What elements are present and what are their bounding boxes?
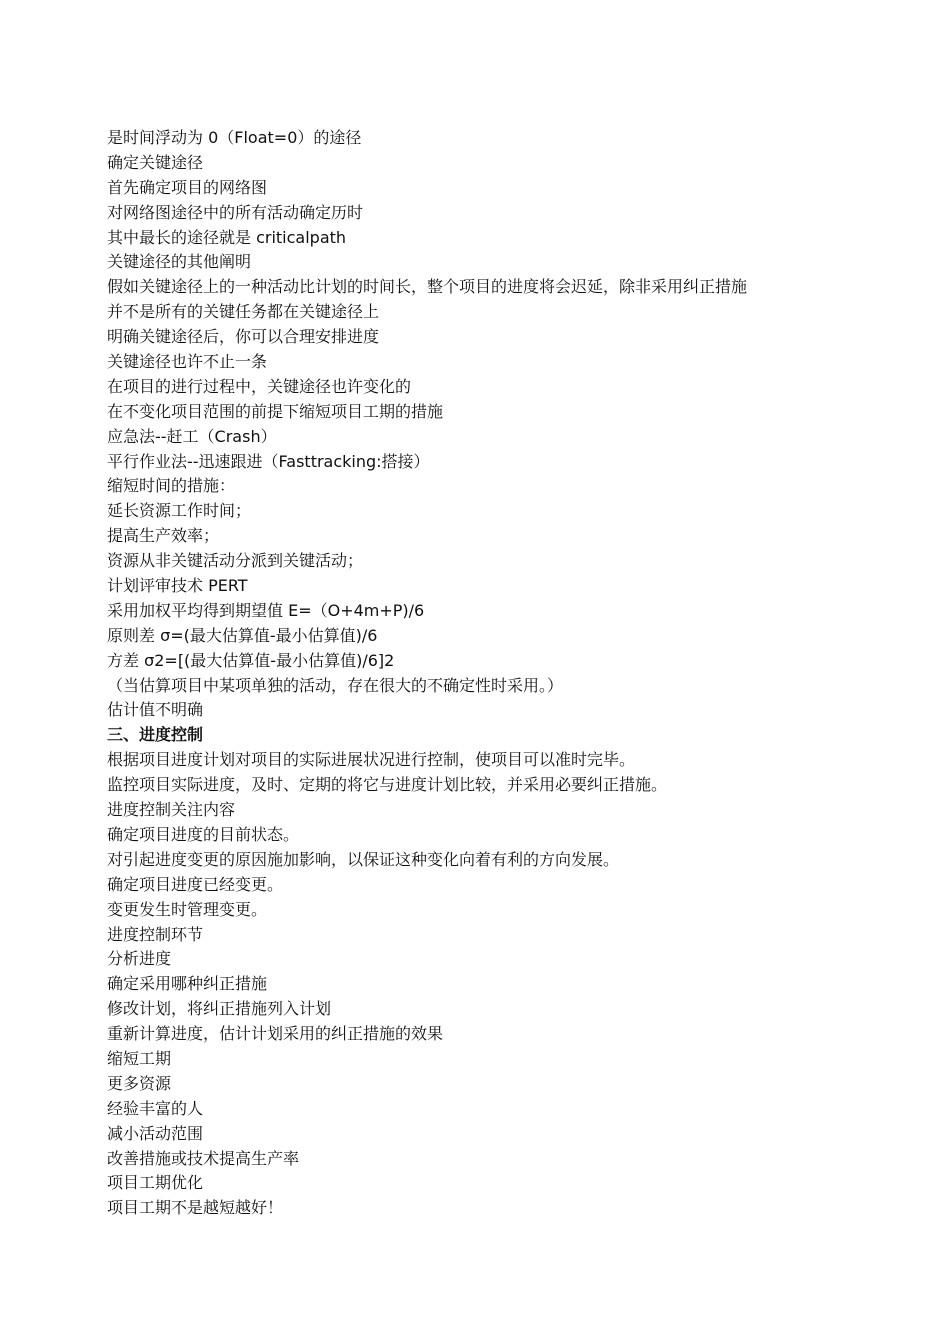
text-line: 应急法--赶工（Crash） [107,426,277,446]
text-line: 采用加权平均得到期望值 E=（O+4m+P)/6 [107,600,425,620]
text-line: 监控项目实际进度，及时、定期的将它与进度计划比较，并采用必要纠正措施。 [107,775,668,795]
text-line: 修改计划，将纠正措施列入计划 [107,999,332,1019]
text-line: 变更发生时管理变更。 [107,899,268,919]
text-line: 确定采用哪种纠正措施 [107,974,268,994]
text-line: 关键途径也许不止一条 [107,352,268,372]
text-line: （当估算项目中某项单独的活动，存在很大的不确定性时采用。） [107,675,564,695]
text-line: 计划评审技术 PERT [107,576,248,596]
text-line: 改善措施或技术提高生产率 [107,1148,300,1168]
text-line: 项目工期不是越短越好！ [107,1198,284,1218]
document-body [107,126,887,1221]
text-line: 进度控制关注内容 [107,800,236,820]
text-line: 方差 σ2=[(最大估算值-最小估算值)/6]2 [107,650,395,670]
text-line: 项目工期优化 [107,1173,204,1193]
text-line: 更多资源 [107,1073,172,1093]
text-line: 原则差 σ=(最大估算值-最小估算值)/6 [107,625,378,645]
text-line: 缩短时间的措施： [107,476,236,496]
text-line: 进度控制环节 [107,924,204,944]
section-heading: 三、进度控制 [107,725,204,745]
text-line: 对网络图途径中的所有活动确定历时 [107,202,364,222]
text-line: 延长资源工作时间； [107,501,252,521]
text-line: 确定关键途径 [107,152,204,172]
text-line: 假如关键途径上的一种活动比计划的时间长，整个项目的进度将会迟延，除非采用纠正措施 [107,277,748,297]
text-line: 资源从非关键活动分派到关键活动； [107,551,364,571]
text-line: 缩短工期 [107,1048,172,1068]
text-line: 对引起进度变更的原因施加影响，以保证这种变化向着有利的方向发展。 [107,849,620,869]
text-line: 经验丰富的人 [107,1098,204,1118]
text-line: 首先确定项目的网络图 [107,177,268,197]
text-line: 平行作业法--迅速跟进（Fasttracking:搭接） [107,451,430,471]
text-line: 根据项目进度计划对项目的实际进展状况进行控制，使项目可以准时完毕。 [107,750,636,770]
text-line: 在不变化项目范围的前提下缩短项目工期的措施 [107,401,444,421]
text-line: 提高生产效率； [107,526,220,546]
text-line: 在项目的进行过程中，关键途径也许变化的 [107,376,412,396]
text-line: 估计值不明确 [107,700,204,720]
text-line: 重新计算进度，估计计划采用的纠正措施的效果 [107,1024,444,1044]
text-line: 是时间浮动为 0（Float=0）的途径 [107,128,362,147]
text-line: 明确关键途径后，你可以合理安排进度 [107,327,380,347]
text-line: 并不是所有的关键任务都在关键途径上 [107,302,380,322]
text-line: 其中最长的途径就是 criticalpath [107,227,347,247]
text-line: 确定项目进度的目前状态。 [107,824,300,844]
text-line: 减小活动范围 [107,1123,204,1143]
text-line: 关键途径的其他阐明 [107,252,252,272]
text-line: 确定项目进度已经变更。 [107,874,284,894]
text-line: 分析进度 [107,949,172,969]
